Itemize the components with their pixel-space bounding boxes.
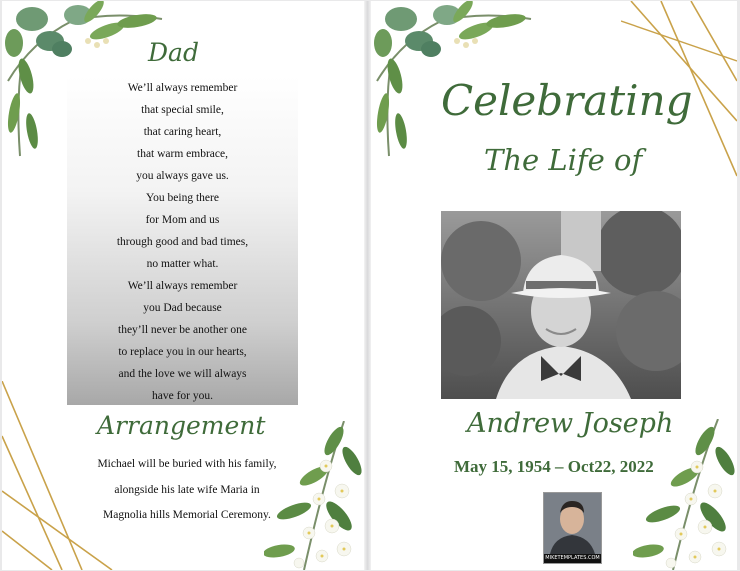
poem-box — [67, 76, 298, 405]
burial-line: Magnolia hills Memorial Ceremony. — [103, 509, 271, 521]
watermark-caption: MIKETEMPLATES.COM — [545, 555, 600, 561]
left-page — [2, 1, 364, 570]
celebrating-title: Celebrating — [441, 76, 693, 125]
poem-line: they’ll never be another one — [118, 324, 247, 336]
poem-line: through good and bad times, — [116, 236, 249, 248]
poem-line: you Dad because — [143, 302, 222, 314]
poem-line: We’ll always remember — [127, 82, 238, 94]
burial-line: alongside his late wife Maria in — [114, 483, 260, 496]
arrangement-title: Arrangement — [97, 411, 266, 440]
poem-line: that caring heart, — [143, 126, 222, 138]
template-thumbnail — [543, 492, 602, 564]
poem-line: no matter what. — [146, 258, 219, 270]
burial-line: Michael will be buried with his family, — [97, 458, 277, 470]
right-page — [371, 1, 737, 570]
gold-lines-icon — [2, 381, 122, 570]
white-flower-bouquet-icon — [264, 421, 364, 570]
white-flower-bouquet-icon — [633, 419, 737, 570]
poem-line: You being there — [146, 192, 219, 204]
dad-title: Dad — [148, 38, 199, 67]
deceased-name: Andrew Joseph — [467, 408, 674, 439]
memorial-photo — [441, 211, 681, 399]
poem-line: that warm embrace, — [137, 148, 228, 160]
life-of-subtitle: The Life of — [484, 143, 643, 177]
poem-line: to replace you in our hearts, — [118, 346, 247, 358]
poem-line: and the love we will always — [118, 368, 247, 380]
poem-line: have for you. — [152, 390, 213, 402]
page-fold — [364, 1, 371, 570]
poem-line: We’ll always remember — [127, 280, 238, 292]
life-dates: May 15, 1954 – Oct22, 2022 — [454, 457, 654, 476]
poem-line: you always gave us. — [136, 170, 229, 182]
poem-line: that special smile, — [141, 104, 224, 116]
poem-line: for Mom and us — [145, 214, 220, 226]
